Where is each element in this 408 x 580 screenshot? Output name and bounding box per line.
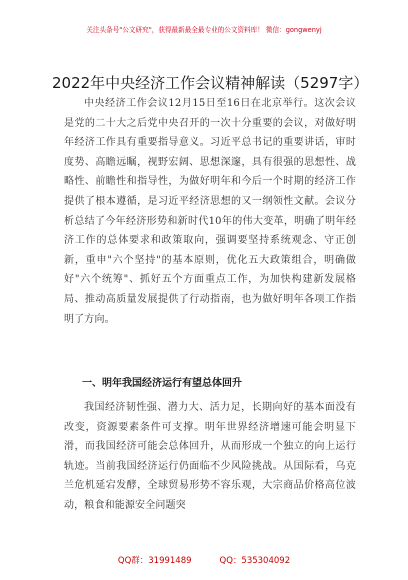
footer-qq-number: QQ：535304092: [219, 556, 291, 566]
section-heading: 一、明年我国经济运行有望总体回升: [82, 378, 242, 389]
body-paragraph-section-one: 我国经济韧性强、潜力大、活力足，长期向好的基本面没有改变，资源要素条件可支撑。明年世界经济增速可能会明显下滑，而我国经济可能会总体回升，从而形成一个独立的向上运行轨迹。当前我国经济运行仍面临不少风险挑战。从国际看，乌克兰危机延宕发酵，全球贸易形势不容乐观，大宗商品价格高位波动，粮食和能源安全问题突: [64, 402, 356, 511]
document-title: 2022年中央经济工作会议精神解读（5297字）: [52, 74, 369, 92]
header-banner: 关注头条号"公文研究"，获得最新最全最专业的公文资料库！ 微信：gongwenyj: [86, 26, 322, 34]
body-paragraph-intro: 中央经济工作会议12月15日至16日在北京举行。这次会议是党的二十大之后党中央召开的一次十分重要的会议，对做好明年经济工作具有重要指导意义。习近平总书记的重要讲话，审时度势、高瞻远瞩，视野宏阔、思想深邃，具有很强的思想性、战略性、前瞻性和指导性，为做好明年和今后一个时期的经济工作提供了根本遵循，是习近平经济思想的又一纲领性文献。会议分析总结了今年经济形势和新时代10年的伟大变革，明确了明年经济工作的总体要求和政策取向，强调要坚持系统观念、守正创新，重申"六个坚持"的基本原则，优化五大政策组合，明确做好"六个统筹"、抓好五个方面重点工作，为加快构建新发展格局、推动高质量发展提供了行动指南，也为做好明年各项工作指明了方向。: [64, 98, 356, 325]
footer-qq-group: QQ群：31991489: [117, 556, 192, 566]
footer-contact: [0, 554, 408, 566]
